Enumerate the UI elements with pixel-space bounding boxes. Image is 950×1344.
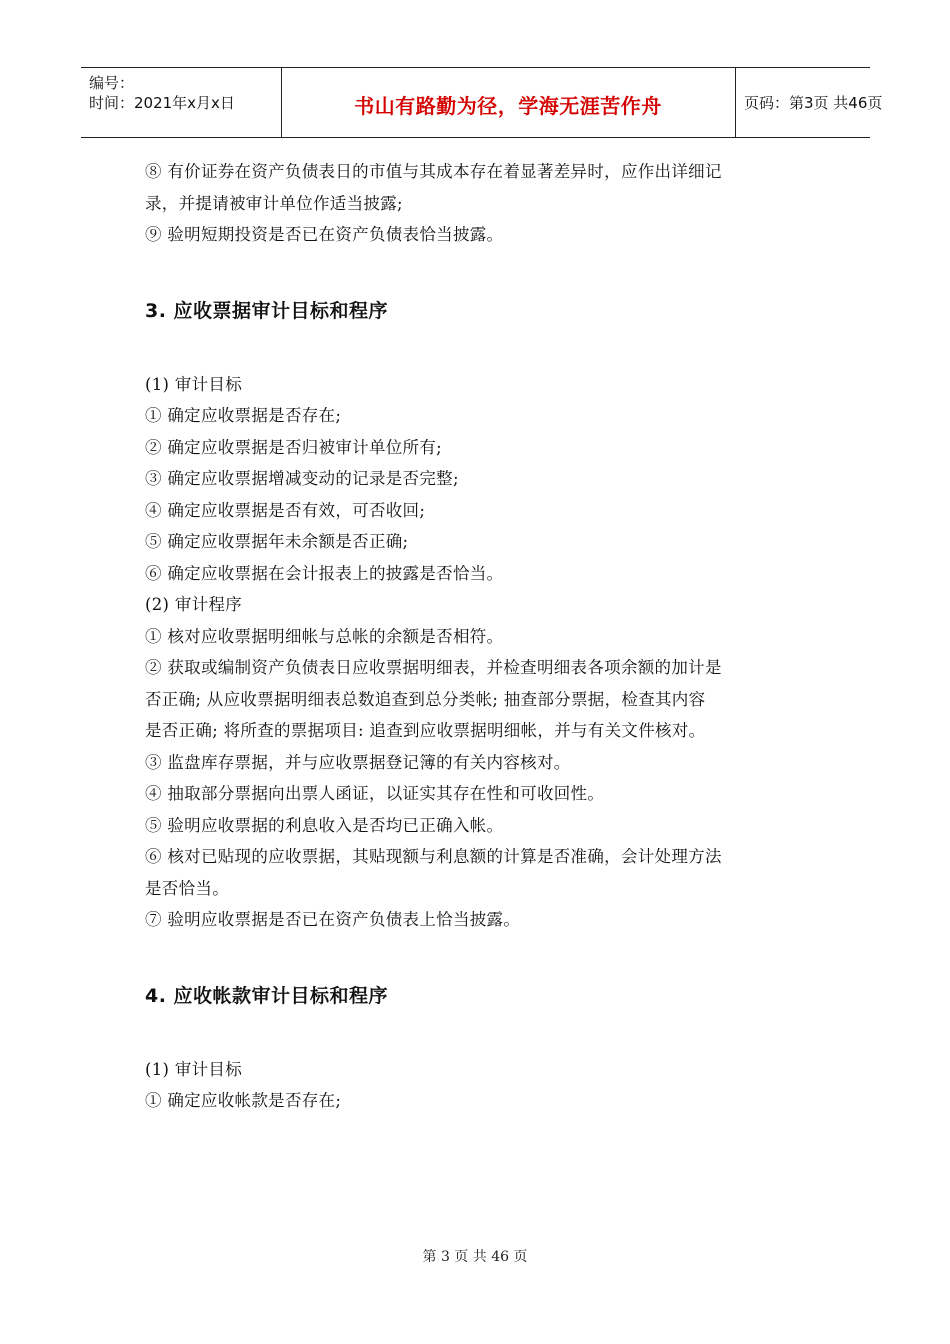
body-line: ③ 确定应收票据增减变动的记录是否完整; — [145, 469, 459, 488]
subsection-label: (1) 审计目标 — [145, 374, 243, 394]
body-line: ⑨ 验明短期投资是否已在资产负债表恰当披露。 — [145, 225, 504, 244]
body-line: ① 核对应收票据明细帐与总帐的余额是否相符。 — [145, 626, 504, 646]
body-line: ② 获取或编制资产负债表日应收票据明细表，并检查明细表各项余额的加计是 — [145, 658, 722, 677]
section-heading: 3. 应收票据审计目标和程序 — [145, 299, 389, 322]
header-motto: 书山有路勤为径，学海无涯苦作舟 — [354, 94, 662, 118]
body-line: ⑦ 验明应收票据是否已在资产负债表上恰当披露。 — [145, 910, 521, 929]
body-line: 是否正确; 将所查的票据项目: 追查到应收票据明细帐，并与有关文件核对。 — [145, 721, 706, 740]
body-line: ⑤ 确定应收票据年未余额是否正确; — [145, 532, 409, 551]
body-line: ⑥ 核对已贴现的应收票据，其贴现额与利息额的计算是否准确，会计处理方法 — [145, 847, 722, 866]
header-info-cell — [81, 68, 282, 137]
body-line: ① 确定应收票据是否存在; — [145, 406, 342, 425]
header-page-cell — [736, 68, 883, 137]
body-line: ④ 抽取部分票据向出票人函证，以证实其存在性和可收回性。 — [145, 784, 605, 803]
section-heading: 4. 应收帐款审计目标和程序 — [145, 984, 389, 1007]
body-line: ⑤ 验明应收票据的利息收入是否均已正确入帐。 — [145, 815, 504, 835]
body-line: ③ 监盘库存票据，并与应收票据登记簿的有关内容核对。 — [145, 752, 571, 772]
body-line: 否正确; 从应收票据明细表总数追查到总分类帐; 抽查部分票据，检查其内容 — [145, 689, 706, 709]
page-footer: 第 3 页 共 46 页 — [422, 1249, 528, 1265]
body-line: ② 确定应收票据是否归被审计单位所有; — [145, 437, 443, 457]
body-line: ④ 确定应收票据是否有效，可否收回; — [145, 500, 426, 520]
body-line: ① 确定应收帐款是否存在; — [145, 1091, 342, 1110]
body-line: ⑥ 确定应收票据在会计报表上的披露是否恰当。 — [145, 563, 504, 583]
body-line: ⑧ 有价证券在资产负债表日的市值与其成本存在着显著差异时，应作出详细记 — [145, 162, 722, 181]
body-line: 录，并提请被审计单位作适当披露; — [145, 193, 403, 213]
document-number-label: 编号： — [89, 74, 135, 92]
body-line: 是否恰当。 — [145, 878, 229, 898]
subsection-label: (1) 审计目标 — [145, 1059, 243, 1079]
header-motto-cell — [281, 68, 736, 137]
subsection-label: (2) 审计程序 — [145, 595, 243, 614]
document-body — [145, 156, 810, 1117]
page-header — [81, 67, 883, 138]
header-page-number: 页码：第3页 共46页 — [744, 94, 883, 112]
document-date-label: 时间：2021年x月x日 — [89, 94, 235, 112]
